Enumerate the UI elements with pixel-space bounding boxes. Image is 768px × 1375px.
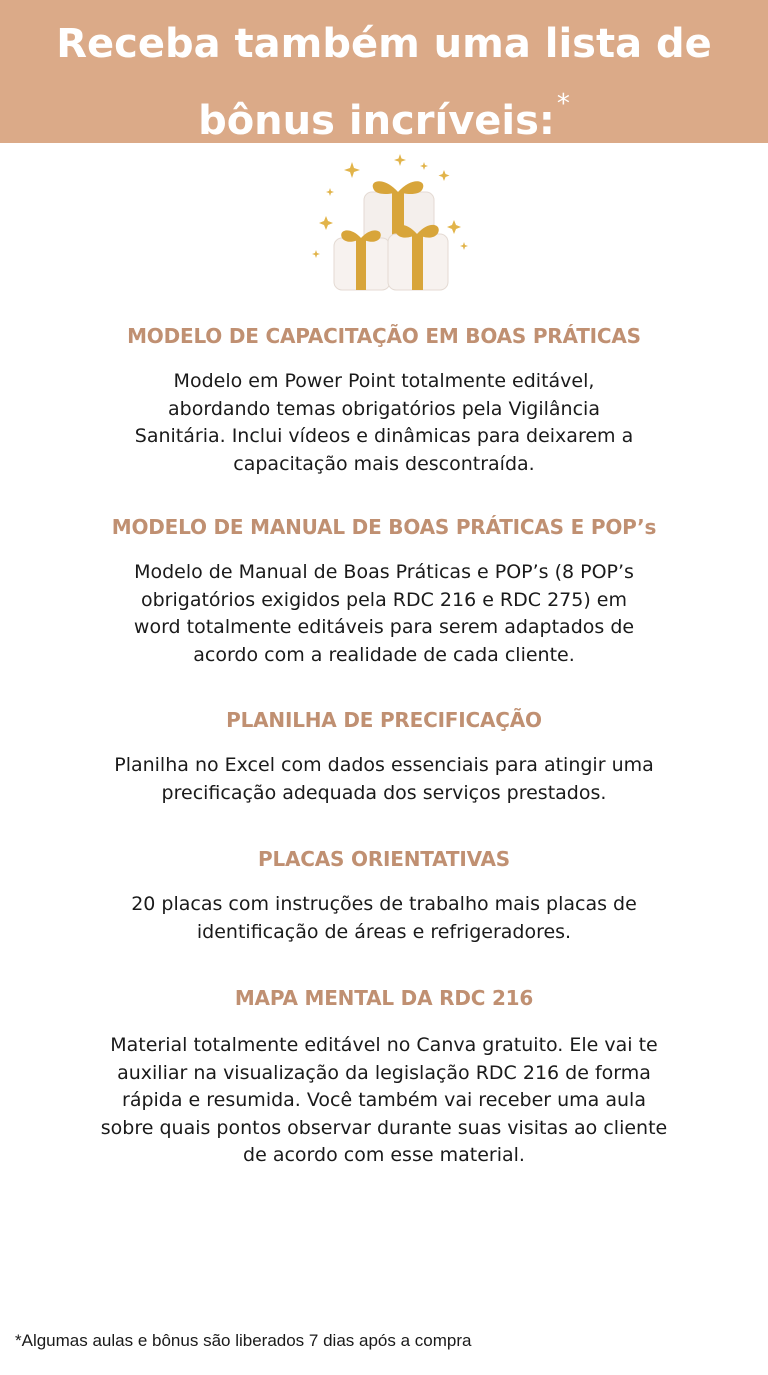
bonus-description-line: 20 placas com instruções de trabalho mais placas de [131,893,637,915]
bonus-description-line: Sanitária. Inclui vídeos e dinâmicas para deixarem a [134,425,634,447]
banner-asterisk: * [556,89,570,119]
bonus-description [0,752,768,807]
bonus-description-line: capacitação mais descontraída. [233,452,535,475]
footnote-disclaimer: *Algumas aulas e bônus são liberados 7 dias após a compra [15,1331,472,1350]
bonus-description [0,1032,768,1170]
bonus-description-line: word totalmente editáveis para serem adaptados de [133,616,635,638]
bonus-description-line: de acordo com esse material. [243,1144,525,1166]
bonus-item-planilha [0,706,768,807]
bonus-description [0,891,768,946]
banner-title-line1: Receba também uma lista de [56,21,712,67]
bonus-description-line: sobre quais pontos observar durante suas visitas ao cliente [100,1116,668,1139]
bonus-description-line: Material totalmente editável no Canva gratuito. Ele vai te [110,1034,658,1056]
bonus-description-line: identificação de áreas e refrigeradores. [196,920,572,943]
bonus-description [0,559,768,669]
header-banner [0,0,768,143]
bonus-description-line: precificação adequada dos serviços prestados. [161,781,607,804]
bonus-title: PLANILHA DE PRECIFICAÇÃO [226,708,542,732]
bonus-title: PLACAS ORIENTATIVAS [258,847,510,871]
bonus-description-line: Modelo em Power Point totalmente editável, [173,370,595,392]
bonus-description-line: Modelo de Manual de Boas Práticas e POP’s (8 POP’s [134,561,634,583]
bonus-description-line: acordo com a realidade de cada cliente. [193,643,575,666]
banner-title-text: bônus incríveis: [198,98,555,144]
bonus-title: MAPA MENTAL DA RDC 216 [234,986,534,1010]
bonus-description-line: obrigatórios exigidos pela RDC 216 e RDC 275) em [141,588,627,611]
banner-title-line2 [0,74,768,151]
bonus-title: MODELO DE CAPACITAÇÃO EM BOAS PRÁTICAS [127,324,641,348]
bonus-item-capacitacao [0,322,768,478]
bonus-title: MODELO DE MANUAL DE BOAS PRÁTICAS E POP’s [111,515,657,539]
bonus-description-line: rápida e resumida. Você também vai receber uma aula [122,1089,646,1111]
gift-boxes-icon [304,150,474,300]
bonus-description-line: abordando temas obrigatórios pela Vigilância [168,397,600,420]
bonus-description-line: auxiliar na visualização da legislação RDC 216 de forma [117,1061,651,1084]
bonus-description-line: Planilha no Excel com dados essenciais para atingir uma [114,754,654,776]
bonus-item-placas [0,845,768,946]
bonus-description [0,368,768,478]
bonus-item-manual [0,513,768,669]
bonus-item-mapa-mental [0,984,768,1170]
